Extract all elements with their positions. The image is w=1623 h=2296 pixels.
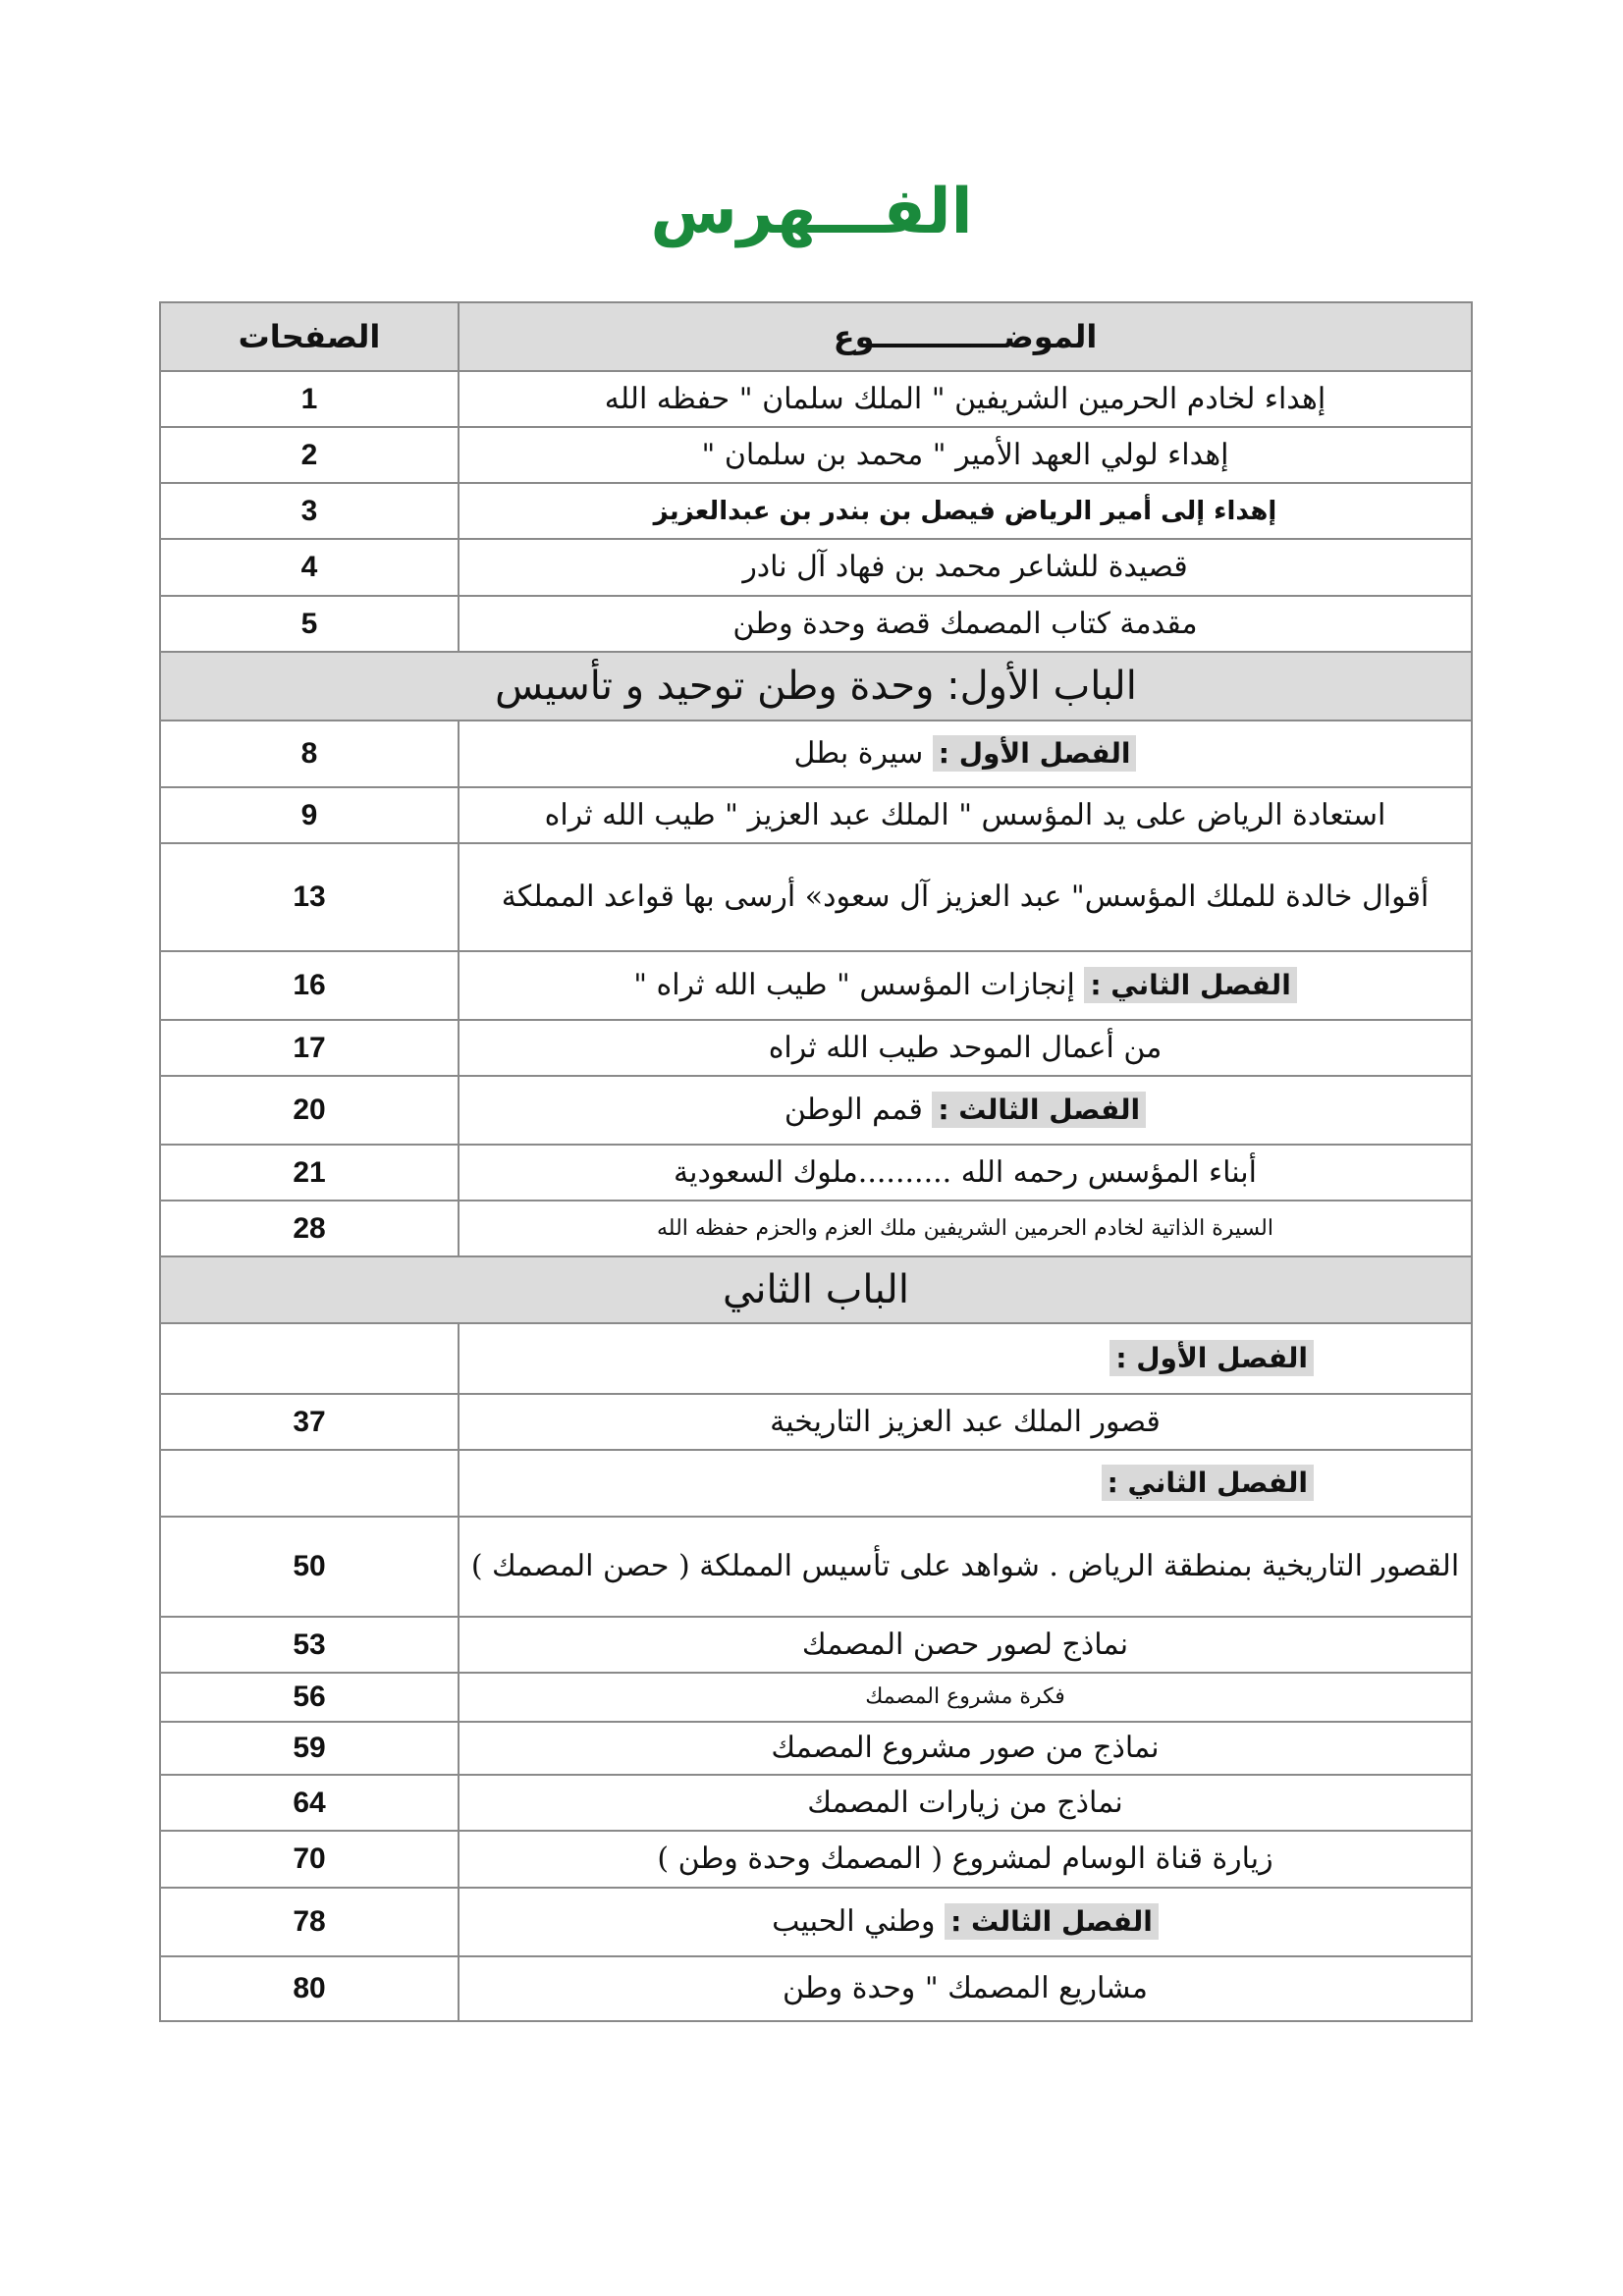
pages-column-header: الصفحات: [160, 302, 459, 371]
topic-cell: زيارة قناة الوسام لمشروع ( المصمك وحدة وطن ): [459, 1831, 1472, 1888]
table-row: [160, 1956, 1472, 2021]
topic-cell: [459, 1450, 1472, 1517]
topic-cell: [459, 1076, 1472, 1145]
page-number: 3: [160, 483, 459, 539]
page-title: الفـــهرس: [650, 176, 973, 248]
topic-cell: أقوال خالدة للملك المؤسس" عبد العزيز آل سعود» أرسى بها قواعد المملكة: [459, 843, 1472, 951]
chapter-label: الفصل الثاني :: [1102, 1465, 1314, 1501]
table-row: [160, 1020, 1472, 1076]
page-number: [160, 1450, 459, 1517]
page-number: 20: [160, 1076, 459, 1145]
page-number: 2: [160, 427, 459, 483]
page-number: 16: [160, 951, 459, 1020]
page-number: 9: [160, 787, 459, 843]
topic-cell: قصور الملك عبد العزيز التاريخية: [459, 1394, 1472, 1450]
page-number: 59: [160, 1722, 459, 1775]
page-number: [160, 1323, 459, 1394]
topic-cell: نماذج من صور مشروع المصمك: [459, 1722, 1472, 1775]
topic-cell: من أعمال الموحد طيب الله ثراه: [459, 1020, 1472, 1076]
topic-cell: إهداء لولي العهد الأمير " محمد بن سلمان ": [459, 427, 1472, 483]
table-row: [160, 787, 1472, 843]
table-row: [160, 1201, 1472, 1256]
chapter-topic: سيرة بطل: [793, 736, 924, 771]
page-number: 8: [160, 721, 459, 787]
table-row: [160, 1394, 1472, 1450]
chapter-topic: قمم الوطن: [784, 1093, 923, 1127]
topic-cell: إهداء إلى أمير الرياض فيصل بن بندر بن عبدالعزيز: [459, 483, 1472, 539]
table-row: [160, 1617, 1472, 1673]
chapter-row: [160, 1076, 1472, 1145]
chapter-row: [160, 1450, 1472, 1517]
topic-cell: مشاريع المصمك " وحدة وطن: [459, 1956, 1472, 2021]
chapter-row: [160, 1888, 1472, 1956]
page-number: 28: [160, 1201, 459, 1256]
topic-cell: استعادة الرياض على يد المؤسس " الملك عبد العزيز " طيب الله ثراه: [459, 787, 1472, 843]
page-number: 1: [160, 371, 459, 427]
topic-cell: [459, 951, 1472, 1020]
topic-cell: فكرة مشروع المصمك: [459, 1673, 1472, 1722]
page-number: 37: [160, 1394, 459, 1450]
topic-cell: مقدمة كتاب المصمك قصة وحدة وطن: [459, 596, 1472, 652]
page-number: 56: [160, 1673, 459, 1722]
chapter-label: الفصل الأول :: [933, 735, 1137, 772]
table-row: [160, 1145, 1472, 1201]
page-number: 78: [160, 1888, 459, 1956]
topic-cell: [459, 1888, 1472, 1956]
table-row: [160, 371, 1472, 427]
table-row: [160, 1722, 1472, 1775]
page-number: 17: [160, 1020, 459, 1076]
chapter-label: الفصل الأول :: [1109, 1340, 1314, 1376]
section-title: الباب الأول: وحدة وطن توحيد و تأسيس: [160, 652, 1472, 721]
table-row: [160, 539, 1472, 596]
chapter-row: [160, 951, 1472, 1020]
section-row: [160, 1256, 1472, 1323]
table-row: [160, 1673, 1472, 1722]
table-row: [160, 427, 1472, 483]
page-number: 21: [160, 1145, 459, 1201]
chapter-topic: وطني الحبيب: [772, 1904, 936, 1939]
table-header-row: [160, 302, 1472, 371]
topic-cell: نماذج من زيارات المصمك: [459, 1775, 1472, 1831]
chapter-label: الفصل الثاني :: [1084, 967, 1296, 1003]
page-number: 50: [160, 1517, 459, 1617]
table-row: [160, 1831, 1472, 1888]
page-number: 64: [160, 1775, 459, 1831]
table-row: [160, 843, 1472, 951]
table-of-contents: [159, 301, 1473, 2022]
section-row: [160, 652, 1472, 721]
topic-cell: أبناء المؤسس رحمه الله ..........ملوك السعودية: [459, 1145, 1472, 1201]
page-number: 4: [160, 539, 459, 596]
page-number: 70: [160, 1831, 459, 1888]
table-row: [160, 596, 1472, 652]
table-row: [160, 1775, 1472, 1831]
table-row: [160, 483, 1472, 539]
page-number: 13: [160, 843, 459, 951]
page-number: 5: [160, 596, 459, 652]
table-body: [160, 371, 1472, 2021]
topic-column-header: الموضــــــــــــوع: [459, 302, 1472, 371]
chapter-topic: إنجازات المؤسس " طيب الله ثراه ": [633, 968, 1075, 1002]
page-number: 80: [160, 1956, 459, 2021]
section-title: الباب الثاني: [160, 1256, 1472, 1323]
topic-cell: القصور التاريخية بمنطقة الرياض . شواهد على تأسيس المملكة ( حصن المصمك ): [459, 1517, 1472, 1617]
table-row: [160, 1517, 1472, 1617]
chapter-row: [160, 1323, 1472, 1394]
chapter-label: الفصل الثالث :: [945, 1903, 1159, 1940]
chapter-label: الفصل الثالث :: [932, 1092, 1146, 1128]
topic-cell: قصيدة للشاعر محمد بن فهاد آل نادر: [459, 539, 1472, 596]
topic-cell: [459, 721, 1472, 787]
page-number: 53: [160, 1617, 459, 1673]
topic-cell: نماذج لصور حصن المصمك: [459, 1617, 1472, 1673]
topic-cell: [459, 1323, 1472, 1394]
topic-cell: السيرة الذاتية لخادم الحرمين الشريفين ملك العزم والحزم حفظه الله: [459, 1201, 1472, 1256]
topic-cell: إهداء لخادم الحرمين الشريفين " الملك سلمان " حفظه الله: [459, 371, 1472, 427]
chapter-row: [160, 721, 1472, 787]
